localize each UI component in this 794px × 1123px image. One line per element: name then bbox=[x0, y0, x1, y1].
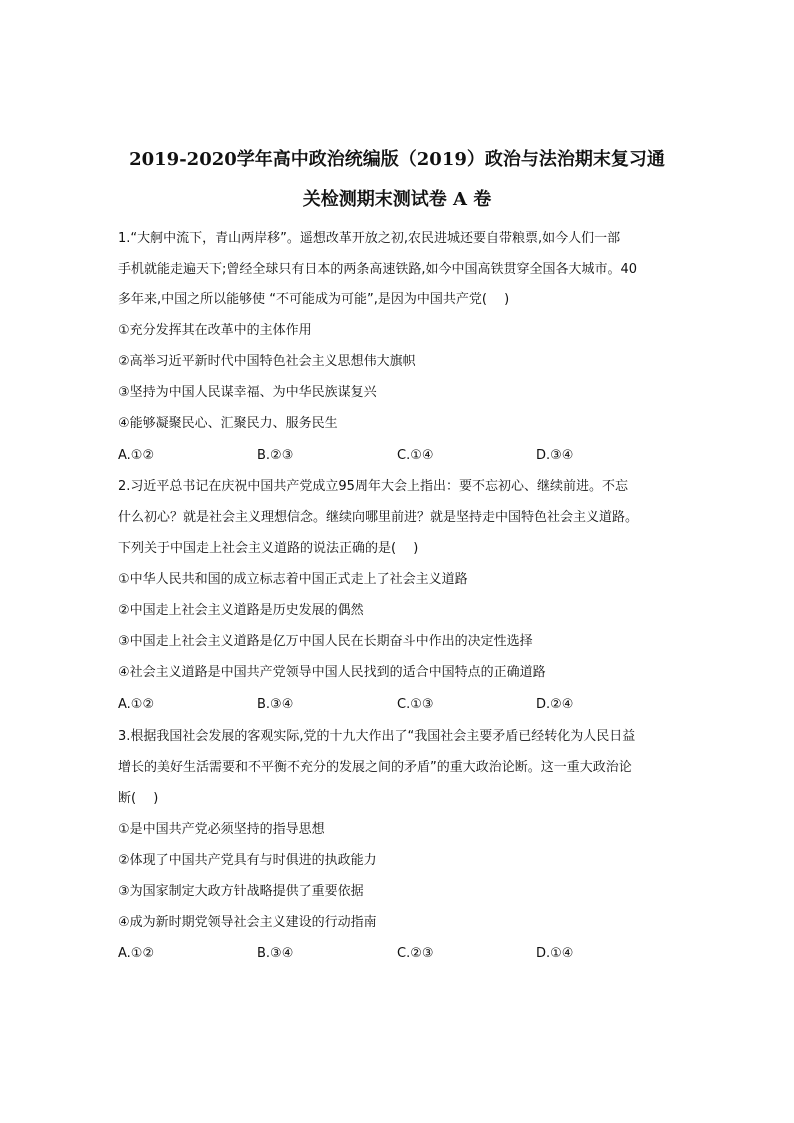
option-b[interactable]: B.③④ bbox=[257, 946, 294, 961]
question-stem-line: 增长的美好生活需要和不平衡不充分的发展之间的矛盾”的重大政治论断。这一重大政治论 bbox=[118, 760, 632, 775]
statement-1: ①中华人民共和国的成立标志着中国正式走上了社会主义道路 bbox=[118, 572, 468, 587]
exam-title-line-2: 关检测期末测试卷 A 卷 bbox=[302, 189, 492, 210]
statement-3: ③为国家制定大政方针战略提供了重要依据 bbox=[118, 884, 364, 899]
option-d[interactable]: D.①④ bbox=[536, 946, 574, 961]
question-stem-line: 下列关于中国走上社会主义道路的说法正确的是( ) bbox=[118, 541, 419, 556]
statement-2: ②体现了中国共产党具有与时俱进的执政能力 bbox=[118, 853, 377, 868]
question-stem-line: 断( ) bbox=[118, 791, 159, 806]
question-stem-line: 1.“大舸中流下，青山两岸移”。遥想改革开放之初,农民进城还要自带粮票,如今人们一部 bbox=[118, 231, 621, 246]
statement-4: ④能够凝聚民心、汇聚民力、服务民生 bbox=[118, 416, 338, 431]
option-b[interactable]: B.②③ bbox=[257, 448, 294, 463]
statement-2: ②高举习近平新时代中国特色社会主义思想伟大旗帜 bbox=[118, 354, 416, 369]
question-stem-line: 2.习近平总书记在庆祝中国共产党成立95周年大会上指出：要不忘初心、继续前进。不忘 bbox=[118, 479, 628, 494]
option-a[interactable]: A.①② bbox=[118, 448, 155, 463]
question-stem-line: 手机就能走遍天下;曾经全球只有日本的两条高速铁路,如今中国高铁贯穿全国各大城市。40 bbox=[118, 262, 638, 277]
option-c[interactable]: C.①③ bbox=[397, 697, 434, 712]
answer-options bbox=[118, 695, 698, 715]
exam-title-line-1: 2019-2020学年高中政治统编版（2019）政治与法治期末复习通 bbox=[129, 149, 665, 170]
option-a[interactable]: A.①② bbox=[118, 697, 155, 712]
option-c[interactable]: C.②③ bbox=[397, 946, 434, 961]
statement-2: ②中国走上社会主义道路是历史发展的偶然 bbox=[118, 603, 364, 618]
question-stem-line: 什么初心？就是社会主义理想信念。继续向哪里前进？就是坚持走中国特色社会主义道路。 bbox=[118, 510, 639, 525]
answer-options bbox=[118, 944, 698, 964]
statement-1: ①充分发挥其在改革中的主体作用 bbox=[118, 323, 312, 338]
answer-options bbox=[118, 446, 698, 466]
option-a[interactable]: A.①② bbox=[118, 946, 155, 961]
option-c[interactable]: C.①④ bbox=[397, 448, 434, 463]
statement-3: ③中国走上社会主义道路是亿万中国人民在长期奋斗中作出的决定性选择 bbox=[118, 634, 533, 649]
option-d[interactable]: D.②④ bbox=[536, 697, 574, 712]
question-stem-line: 3.根据我国社会发展的客观实际,党的十九大作出了“我国社会主要矛盾已经转化为人民日益 bbox=[118, 729, 636, 744]
statement-1: ①是中国共产党必须坚持的指导思想 bbox=[118, 822, 325, 837]
statement-4: ④社会主义道路是中国共产党领导中国人民找到的适合中国特点的正确道路 bbox=[118, 665, 546, 680]
option-d[interactable]: D.③④ bbox=[536, 448, 574, 463]
statement-4: ④成为新时期党领导社会主义建设的行动指南 bbox=[118, 915, 377, 930]
option-b[interactable]: B.③④ bbox=[257, 697, 294, 712]
statement-3: ③坚持为中国人民谋幸福、为中华民族谋复兴 bbox=[118, 385, 377, 400]
question-stem-line: 多年来,中国之所以能够使 “不可能成为可能”,是因为中国共产党( ) bbox=[118, 292, 510, 307]
